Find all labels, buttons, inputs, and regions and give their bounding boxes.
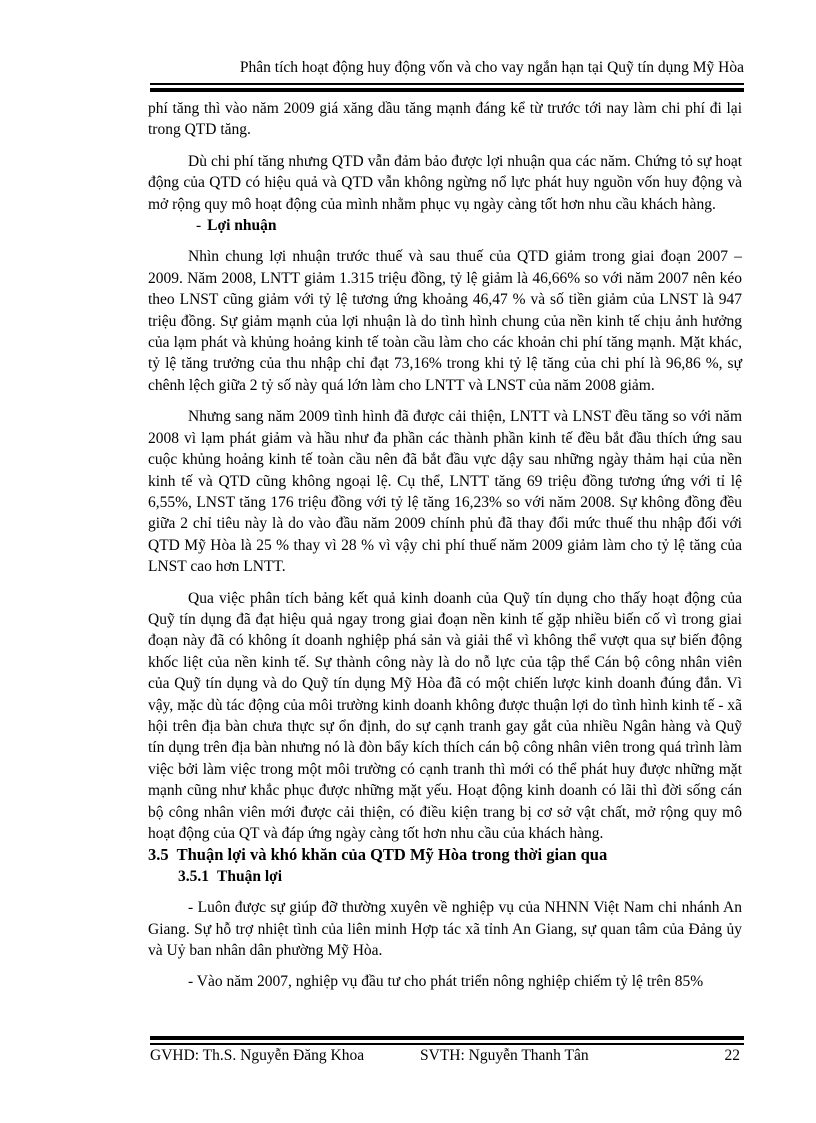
header-rule-thick (150, 88, 744, 92)
page-content (148, 98, 742, 993)
section-number: 3.5 (148, 845, 169, 865)
subsection-title: Thuận lợi (217, 867, 283, 885)
sub-heading-loi-nhuan (148, 215, 742, 236)
paragraph: Nhìn chung lợi nhuận trước thuế và sau thuế của QTD giảm trong giai đoạn 2007 – 2009. Năm 2008, LNTT giảm 1.315 triệu đồng, tỷ lệ giảm là 46,66% so với năm 2007 nên kéo theo LNST cũng giảm với tỷ lệ tương ứng khoảng 46,47 % và số tiền giảm của LNST là 947 triệu đồng. Sự giảm mạnh của lợi nhuận là do tình hình chung của nền kinh tế chịu ảnh hưởng của lạm phát và khủng hoảng kinh tế toàn cầu làm cho các khoản chi phí tăng mạnh. Mặt khác, tỷ lệ tăng trưởng của thu nhập chỉ đạt 73,16% trong khi tỷ lệ tăng của chi phí là 96,86 %, sự chênh lệch giữa 2 tỷ số này quá lớn làm cho LNTT và LNST của năm 2008 giảm. (148, 248, 742, 394)
paragraph: Nhưng sang năm 2009 tình hình đã được cải thiện, LNTT và LNST đều tăng so với năm 2008 vì lạm phát giảm và hầu như đa phần các thành phần kinh tế đều bắt đầu thích ứng sau cuộc khủng hoảng kinh tế toàn cầu nên đã bắt đầu vực dậy sau những ngày thảm hại của nền kinh tế và QTD cũng không ngoại lệ. Cụ thể, LNTT tăng 69 triệu đồng tương ứng với tỉ lệ 6,55%, LNST tăng 176 triệu đồng với tỷ lệ tăng 16,23% so với năm 2008. Sự không đồng đều giữa 2 chỉ tiêu này là do vào đầu năm 2009 chính phủ đã thay đổi mức thuế thu nhập đối với QTD Mỹ Hòa là 25 % thay vì 28 % vì vậy chi phí thuế năm 2009 giảm làm cho tỷ lệ tăng của LNST cao hơn LNTT. (148, 408, 742, 576)
footer-student: SVTH: Nguyễn Thanh Tân (420, 1047, 589, 1064)
paragraph: Qua việc phân tích bảng kết quả kinh doanh của Quỹ tín dụng cho thấy hoạt động của Quỹ tín dụng đã đạt hiệu quả ngay trong giai đoạn nền kinh tế gặp nhiều biến cố vì trong giai đoạn này đã có không ít doanh nghiệp phá sản và giải thể vì không thể vượt qua sự biến động khốc liệt của nền kinh tế. Sự thành công này là do nỗ lực của tập thể Cán bộ công nhân viên của Quỹ tín dụng và do Quỹ tín dụng Mỹ Hòa đã có một chiến lược kinh doanh đúng đắn. Vì vậy, mặc dù tác động của môi trường kinh doanh không được thuận lợi do tình hình kinh tế - xã hội trên địa bàn chưa thực sự ổn định, do sự cạnh tranh gay gắt của nhiều Ngân hàng và Quỹ tín dụng trên địa bàn nhưng nó là đòn bẩy kích thích cán bộ công nhân viên trong quá trình làm việc bởi làm việc trong một môi trường có cạnh tranh thì mới có thể phát huy được những mặt mạnh cũng như khắc phục được những mặt yếu. Hoạt động kinh doanh có lãi thì đời sống cán bộ công nhân viên mới được cải thiện, có điều kiện trang bị cơ sở vật chất, mở rộng quy mô hoạt động của QT và đáp ứng ngày càng tốt hơn nhu cầu của khách hàng. (148, 589, 742, 842)
section-title: Thuận lợi và khó khăn của QTD Mỹ Hòa trong thời gian qua (176, 845, 608, 865)
subsection-number: 3.5.1 (178, 867, 209, 885)
section-heading (148, 844, 742, 865)
page-footer (150, 1045, 744, 1067)
header-rule-thin (150, 83, 744, 85)
page-number: 22 (724, 1047, 740, 1064)
paragraph: - Luôn được sự giúp đỡ thường xuyên về nghiệp vụ của NHNN Việt Nam chi nhánh An Giang. Sự hỗ trợ nhiệt tình của liên minh Hợp tác xã tỉnh An Giang, sự quan tâm của Đảng ủy và Uỷ ban nhân dân phường Mỹ Hòa. (148, 899, 742, 960)
page-header: Phân tích hoạt động huy động vốn và cho vay ngắn hạn tại Quỹ tín dụng Mỹ Hòa (239, 59, 744, 76)
sub-heading-label: Lợi nhuận (207, 217, 277, 235)
paragraph: Dù chi phí tăng nhưng QTD vẫn đảm bảo được lợi nhuận qua các năm. Chứng tỏ sự hoạt động của QTD có hiệu quả và QTD vẫn không ngừng nổ lực phát huy nguồn vốn huy động và mở rộng quy mô hoạt động của mình nhằm phục vụ ngày càng tốt hơn nhu cầu khách hàng. (148, 152, 742, 213)
footer-advisor: GVHD: Th.S. Nguyễn Đăng Khoa (150, 1047, 365, 1064)
paragraph-continued: phí tăng thì vào năm 2009 giá xăng dầu tăng mạnh đáng kể từ trước tới nay làm chi phí đi lại trong QTD tăng. (148, 100, 742, 139)
footer-rule-thick (150, 1036, 744, 1040)
paragraph: - Vào năm 2007, nghiệp vụ đầu tư cho phát triển nông nghiệp chiếm tỷ lệ trên 85% (188, 973, 704, 991)
subsection-heading (148, 866, 742, 887)
sub-heading-dash: - (196, 217, 202, 235)
